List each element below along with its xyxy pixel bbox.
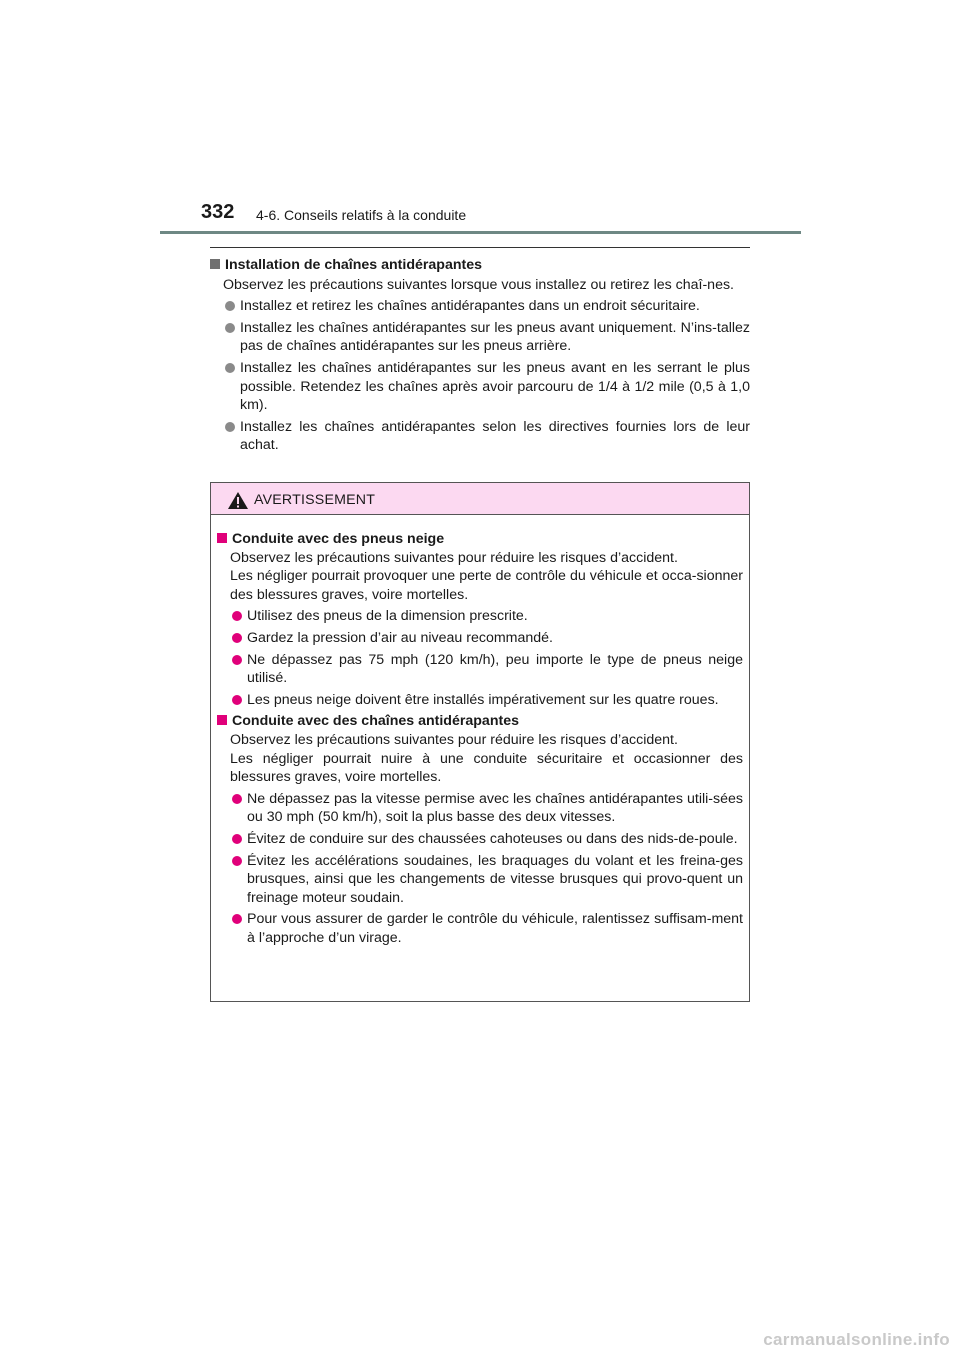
list-item-text: Installez et retirez les chaînes antidérapantes dans un endroit sécuritaire. (240, 298, 700, 315)
round-bullet-icon (232, 794, 242, 804)
list-item-text: Évitez de conduire sur des chaussées cahoteuses ou dans des nids-de-poule. (247, 830, 738, 847)
round-bullet-icon (225, 301, 235, 311)
list-item (232, 852, 743, 908)
round-bullet-icon (225, 323, 235, 333)
round-bullet-icon (232, 834, 242, 844)
list-item (232, 691, 743, 710)
warning-heading-text: Conduite avec des pneus neige (232, 531, 445, 547)
list-item (232, 910, 743, 947)
warning-label: AVERTISSEMENT (254, 492, 376, 508)
warning-intro (230, 731, 743, 787)
list-item-text: Les pneus neige doivent être installés impérativement sur les quatre roues. (247, 691, 719, 708)
round-bullet-icon (232, 914, 242, 924)
section-heading-text: Installation de chaînes antidérapantes (225, 257, 483, 273)
warning-intro-line: Les négliger pourrait nuire à une conduite sécuritaire et occasionner des blessures graves, voire mortelles. (230, 750, 743, 786)
list-item-text: Utilisez des pneus de la dimension prescrite. (247, 608, 528, 625)
section-title: 4-6. Conseils relatifs à la conduite (256, 207, 467, 223)
watermark: carmanualsonline.info (763, 1330, 950, 1349)
square-bullet-icon (210, 259, 220, 269)
list-item-text: Ne dépassez pas 75 mph (120 km/h), peu importe le type de pneus neige utilisé. (247, 651, 743, 687)
list-item-text: Gardez la pression d’air au niveau recommandé. (247, 629, 553, 646)
content-divider (210, 247, 750, 248)
round-bullet-icon (225, 422, 235, 432)
list-item-text: Installez les chaînes antidérapantes sur les pneus avant en les serrant le plus possible. Retendez les chaînes après avoir parcouru de 1/4 à 1/2 mile (0,5 à 1,0 km). (240, 359, 750, 414)
warning-heading-text: Conduite avec des chaînes antidérapantes (232, 713, 519, 730)
warning-intro-line: Les négliger pourrait provoquer une perte de contrôle du véhicule et occa-sionner des blessures graves, voire mortelles. (230, 568, 743, 603)
chains-installation-section (210, 256, 750, 458)
warning-heading (217, 712, 743, 731)
warning-intro (230, 549, 743, 605)
warning-triangle-icon (227, 491, 249, 510)
section-intro: Observez les précautions suivantes lorsque vous installez ou retirez les chaî-nes. (223, 276, 734, 293)
square-bullet-icon (217, 533, 227, 543)
list-item (232, 607, 743, 626)
round-bullet-icon (225, 363, 235, 373)
square-bullet-icon (217, 715, 227, 725)
list-item (232, 790, 743, 827)
warning-intro-line: Observez les précautions suivantes pour réduire les risques d’accident. (230, 731, 678, 748)
round-bullet-icon (232, 633, 242, 643)
list-item-text: Installez les chaînes antidérapantes sur les pneus avant uniquement. N’ins-tallez pas de chaînes antidérapantes sur les pneus arrière. (240, 319, 750, 355)
page-number: 332 (201, 201, 235, 223)
list-item (225, 418, 750, 455)
round-bullet-icon (232, 856, 242, 866)
list-item (232, 651, 743, 688)
round-bullet-icon (232, 655, 242, 665)
list-item-text: Évitez les accélérations soudaines, les braquages du volant et les freina-ges brusques, ainsi que les changements de vitesse brusques qui provo-quent un freinage moteur soudain. (247, 852, 743, 906)
warning-intro-line: Observez les précautions suivantes pour réduire les risques d’accident. (230, 549, 678, 566)
list-item (232, 629, 743, 648)
warning-heading (217, 530, 743, 549)
warning-group-snow-chains (217, 712, 743, 947)
round-bullet-icon (232, 695, 242, 705)
warning-body (211, 515, 749, 947)
list-item (225, 319, 750, 356)
warning-box (210, 482, 750, 1002)
list-item-text: Pour vous assurer de garder le contrôle du véhicule, ralentissez suffisam-ment à l’approche d’un virage. (247, 911, 743, 946)
list-item-text: Ne dépassez pas la vitesse permise avec les chaînes antidérapantes utili-sées ou 30 mph (50 km/h), soit la plus basse des deux vitesses. (247, 790, 743, 826)
warning-header (211, 483, 749, 515)
list-item (225, 297, 750, 316)
list-item (232, 830, 743, 849)
page-header (0, 0, 960, 240)
list-item-text: Installez les chaînes antidérapantes selon les directives fournies lors de leur achat. (240, 418, 750, 454)
round-bullet-icon (232, 611, 242, 621)
list-item (225, 359, 750, 415)
warning-group-snow-tires (217, 530, 743, 709)
header-rule (160, 231, 801, 234)
section-heading (210, 256, 750, 275)
